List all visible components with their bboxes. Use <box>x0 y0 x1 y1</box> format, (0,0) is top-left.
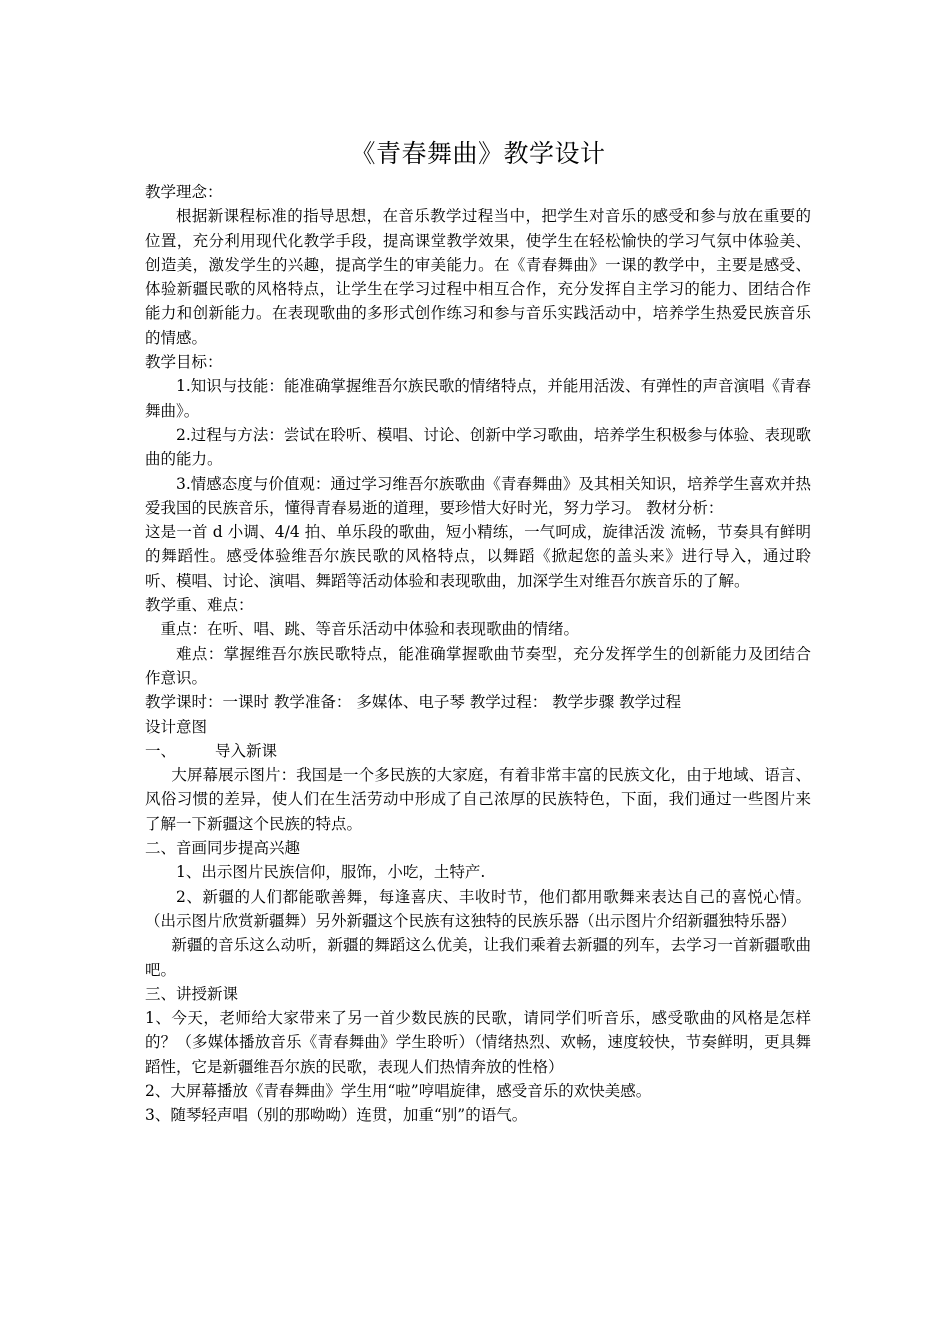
philosophy-body: 根据新课程标准的指导思想，在音乐教学过程当中，把学生对音乐的感受和参与放在重要的位置，充分利用现代化教学手段，提高课堂教学效果，使学生在轻松愉快的学习气氛中体验美、创造美，激发学生的兴趣，提高学生的审美能力。在《青春舞曲》一课的教学中，主要是感受、体验新疆民歌的风格特点，让学生在学习过程中相互合作，充分发挥自主学习的能力、团结合作能力和创新能力。在表现歌曲的多形式创作练习和参与音乐实践活动中，培养学生热爱民族音乐的情感。 <box>145 207 811 347</box>
design-intent-label: 设计意图 <box>145 717 208 736</box>
section-heading-intro <box>145 739 811 763</box>
new-lesson-step-2: 2、大屏幕播放《青春舞曲》学生用“啦”哼唱旋律，感受音乐的欢快美感。 <box>145 1081 652 1100</box>
section-number: 一、 <box>145 741 177 760</box>
interest-transition: 新疆的音乐这么动听，新疆的舞蹈这么优美，让我们乘着去新疆的列车，去学习一首新疆歌曲吧。 <box>145 936 811 979</box>
intro-body: 大屏幕展示图片：我国是一个多民族的大家庭，有着非常丰富的民族文化，由于地域、语言、风俗习惯的差异，使人们在生活劳动中形成了自己浓厚的民族特色，下面，我们通过一些图片来了解一下新疆这个民族的特点。 <box>145 766 811 833</box>
interest-step-2: 2、新疆的人们都能歌善舞，每逢喜庆、丰收时节，他们都用歌舞来表达自己的喜悦心情。 （出示图片欣赏新疆舞）另外新疆这个民族有这独特的民族乐器（出示图片介绍新疆独特乐器） <box>145 887 811 930</box>
section-heading-philosophy: 教学理念： <box>145 183 223 201</box>
interest-step-1: 1、出示图片民族信仰，服饰，小吃，土特产. <box>176 863 486 882</box>
objective-emotion: 3.情感态度与价值观：通过学习维吾尔族歌曲《青春舞曲》及其相关知识，培养学生喜欢并热爱我国的民族音乐，懂得青春易逝的道理，要珍惜大好时光，努力学习。 教材分析： <box>145 474 811 517</box>
section-heading-objectives: 教学目标： <box>145 353 223 372</box>
objective-process: 2.过程与方法：尝试在聆听、模唱、讨论、创新中学习歌曲，培养学生积极参与体验、表现歌曲的能力。 <box>145 425 811 469</box>
document-page <box>145 138 811 1128</box>
section-heading-key-points: 教学重、难点： <box>145 596 254 615</box>
section-heading-new-lesson: 三、讲授新课 <box>145 984 239 1003</box>
new-lesson-step-1: 1、今天，老师给大家带来了另一首少数民族的民歌，请同学们听音乐，感受歌曲的风格是怎样的？（多媒体播放音乐《青春舞曲》学生聆听）（情绪热烈、欢畅，速度较快，节奏鲜明，更具舞蹈性，它是新疆维吾尔族的民歌，表现人们热情奔放的性格） <box>145 1009 811 1076</box>
material-analysis-body: 这是一首 d 小调、4/4 拍、单乐段的歌曲，短小精练，一气呵成，旋律活泼 流畅，节奏具有鲜明的舞蹈性。感受体验维吾尔族民歌的风格特点，以舞蹈《掀起您的盖头来》进行导入，通过聆听、模唱、讨论、演唱、舞蹈等活动体验和表现歌曲，加深学生对维吾尔族音乐的了解。 <box>145 523 811 590</box>
difficult-point: 难点：掌握维吾尔族民歌特点，能准确掌握歌曲节奏型，充分发挥学生的创新能力及团结合作意识。 <box>145 644 811 687</box>
objective-knowledge: 1.知识与技能：能准确掌握维吾尔族民歌的情绪特点，并能用活泼、有弹性的声音演唱《青春舞曲》。 <box>145 377 811 420</box>
section-heading-label: 导入新课 <box>215 741 278 760</box>
key-point: 重点：在听、唱、跳、等音乐活动中体验和表现歌曲的情绪。 <box>160 620 580 639</box>
new-lesson-step-3: 3、随琴轻声唱（别的那呦呦）连贯，加重“别”的语气。 <box>145 1106 528 1125</box>
section-heading-interest: 二、音画同步提高兴趣 <box>145 839 301 858</box>
lesson-info-line: 教学课时：一课时 教学准备： 多媒体、电子琴 教学过程： 教学步骤 教学过程 <box>145 693 682 712</box>
document-title: 《青春舞曲》教学设计 <box>350 139 606 168</box>
